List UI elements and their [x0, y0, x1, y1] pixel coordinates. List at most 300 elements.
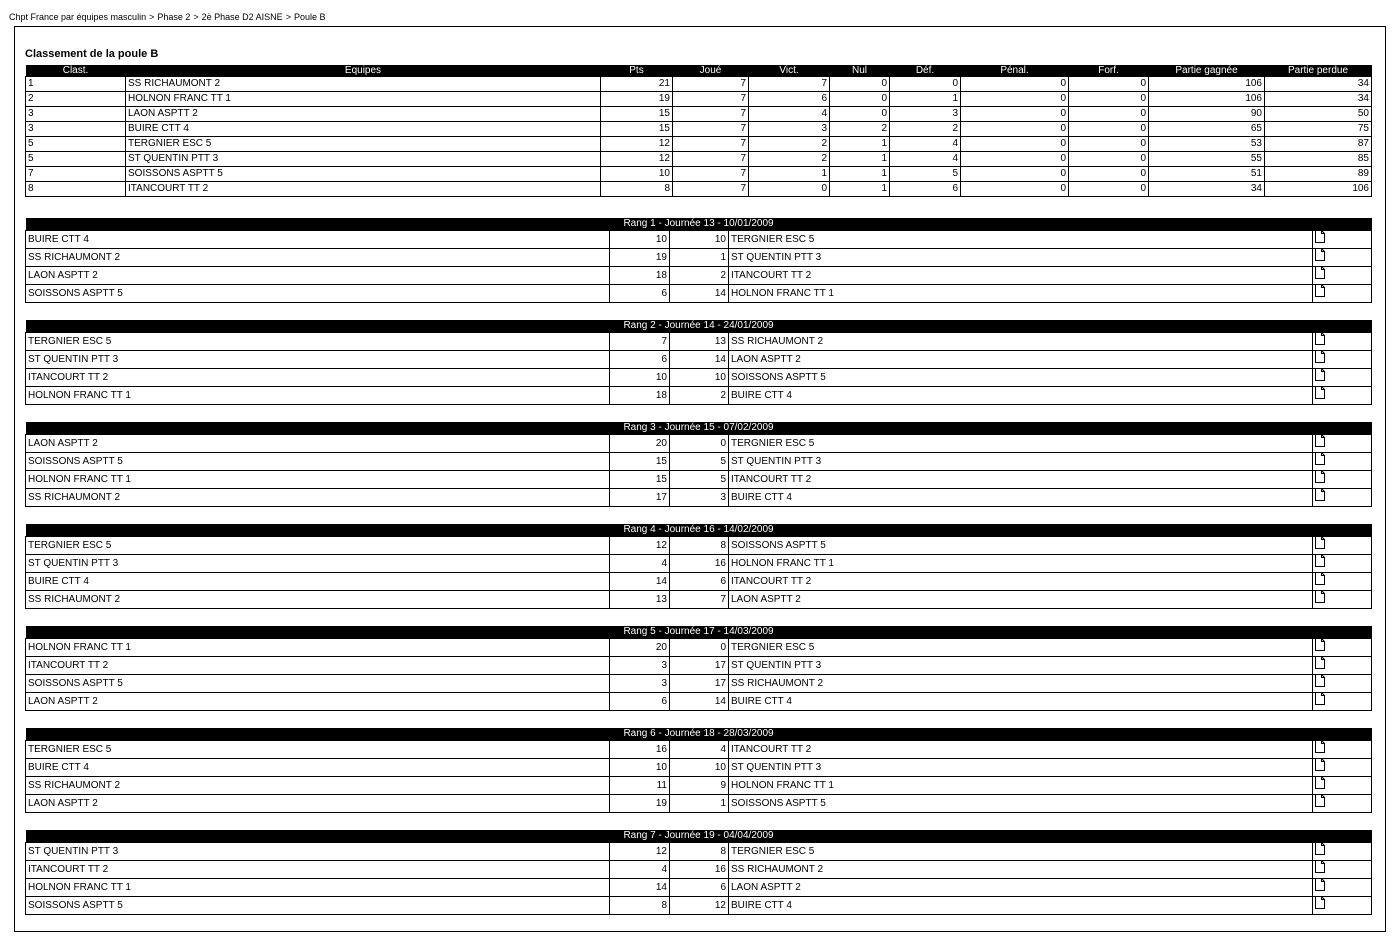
home-score-cell: 19	[610, 795, 670, 813]
rank-cell: 5	[26, 137, 126, 152]
round-table	[25, 830, 1372, 915]
stat-cell: 2	[749, 137, 830, 152]
home-team-cell: HOLNON FRANC TT 1	[26, 387, 610, 405]
standings-row	[26, 92, 1372, 107]
breadcrumb-separator: >	[193, 12, 199, 22]
document-icon[interactable]	[1315, 861, 1325, 879]
standings-row	[26, 152, 1372, 167]
away-score-cell: 8	[670, 843, 729, 861]
team-name-cell: LAON ASPTT 2	[126, 107, 601, 122]
document-icon[interactable]	[1315, 741, 1325, 759]
stat-cell: 2	[749, 152, 830, 167]
home-team-cell: SOISSONS ASPTT 5	[26, 453, 610, 471]
home-score-cell: 6	[610, 693, 670, 711]
team-name-cell: ITANCOURT TT 2	[126, 182, 601, 197]
match-sheet-cell	[1313, 591, 1372, 609]
stat-cell: 0	[1069, 152, 1149, 167]
match-sheet-cell	[1313, 741, 1372, 759]
home-team-cell: ST QUENTIN PTT 3	[26, 555, 610, 573]
home-team-cell: SS RICHAUMONT 2	[26, 249, 610, 267]
stat-cell: 0	[749, 182, 830, 197]
away-team-cell: ST QUENTIN PTT 3	[729, 759, 1313, 777]
away-team-cell: ITANCOURT TT 2	[729, 471, 1313, 489]
away-team-cell: SOISSONS ASPTT 5	[729, 537, 1313, 555]
away-score-cell: 13	[670, 333, 729, 351]
standings-header-cell: Partie gagnée	[1149, 65, 1265, 77]
away-team-cell: LAON ASPTT 2	[729, 591, 1313, 609]
home-team-cell: BUIRE CTT 4	[26, 759, 610, 777]
match-row	[26, 471, 1372, 489]
match-sheet-cell	[1313, 675, 1372, 693]
standings-header-cell: Nul	[830, 65, 890, 77]
home-score-cell: 18	[610, 267, 670, 285]
stat-cell: 0	[1069, 107, 1149, 122]
stat-cell: 8	[601, 182, 673, 197]
away-team-cell: SOISSONS ASPTT 5	[729, 369, 1313, 387]
stat-cell: 4	[749, 107, 830, 122]
match-row	[26, 657, 1372, 675]
away-team-cell: ST QUENTIN PTT 3	[729, 657, 1313, 675]
match-sheet-cell	[1313, 351, 1372, 369]
match-sheet-cell	[1313, 471, 1372, 489]
away-score-cell: 1	[670, 795, 729, 813]
home-team-cell: ITANCOURT TT 2	[26, 657, 610, 675]
away-team-cell: BUIRE CTT 4	[729, 897, 1313, 915]
home-team-cell: SOISSONS ASPTT 5	[26, 285, 610, 303]
home-team-cell: SOISSONS ASPTT 5	[26, 675, 610, 693]
rank-cell: 1	[26, 77, 126, 92]
stat-cell: 12	[601, 152, 673, 167]
stat-cell: 6	[749, 92, 830, 107]
away-team-cell: SS RICHAUMONT 2	[729, 333, 1313, 351]
document-icon[interactable]	[1315, 351, 1325, 369]
round-header: Rang 3 - Journée 15 - 07/02/2009	[26, 422, 1372, 435]
stat-cell: 4	[890, 137, 961, 152]
stat-cell: 106	[1265, 182, 1372, 197]
match-row	[26, 537, 1372, 555]
match-sheet-cell	[1313, 435, 1372, 453]
stat-cell: 55	[1149, 152, 1265, 167]
away-team-cell: BUIRE CTT 4	[729, 489, 1313, 507]
round-table	[25, 218, 1372, 303]
home-team-cell: LAON ASPTT 2	[26, 267, 610, 285]
stat-cell: 7	[673, 122, 749, 137]
match-row	[26, 861, 1372, 879]
match-row	[26, 675, 1372, 693]
away-team-cell: BUIRE CTT 4	[729, 387, 1313, 405]
stat-cell: 7	[673, 92, 749, 107]
match-row	[26, 693, 1372, 711]
home-score-cell: 10	[610, 231, 670, 249]
standings-header-cell: Clast.	[26, 65, 126, 77]
breadcrumb-link-phase[interactable]: Phase 2	[157, 12, 191, 22]
stat-cell: 0	[961, 107, 1069, 122]
match-row	[26, 489, 1372, 507]
home-score-cell: 10	[610, 369, 670, 387]
team-name-cell: HOLNON FRANC TT 1	[126, 92, 601, 107]
away-score-cell: 10	[670, 231, 729, 249]
home-score-cell: 15	[610, 471, 670, 489]
round-table	[25, 320, 1372, 405]
standings-header-cell: Equipes	[126, 65, 601, 77]
home-score-cell: 20	[610, 435, 670, 453]
match-row	[26, 249, 1372, 267]
stat-cell: 0	[1069, 137, 1149, 152]
stat-cell: 0	[961, 122, 1069, 137]
match-sheet-cell	[1313, 777, 1372, 795]
match-row	[26, 573, 1372, 591]
stat-cell: 53	[1149, 137, 1265, 152]
stat-cell: 7	[673, 107, 749, 122]
round-header: Rang 1 - Journée 13 - 10/01/2009	[26, 218, 1372, 231]
match-sheet-cell	[1313, 267, 1372, 285]
stat-cell: 7	[673, 152, 749, 167]
stat-cell: 1	[830, 137, 890, 152]
home-score-cell: 8	[610, 897, 670, 915]
document-icon[interactable]	[1315, 657, 1325, 675]
home-team-cell: TERGNIER ESC 5	[26, 741, 610, 759]
stat-cell: 51	[1149, 167, 1265, 182]
standings-header-cell: Forf.	[1069, 65, 1149, 77]
stat-cell: 21	[601, 77, 673, 92]
stat-cell: 7	[749, 77, 830, 92]
match-row	[26, 453, 1372, 471]
match-sheet-cell	[1313, 573, 1372, 591]
stat-cell: 0	[1069, 77, 1149, 92]
stat-cell: 65	[1149, 122, 1265, 137]
standings-header-cell: Vict.	[749, 65, 830, 77]
stat-cell: 0	[961, 77, 1069, 92]
round-table	[25, 422, 1372, 507]
standings-row	[26, 182, 1372, 197]
home-score-cell: 12	[610, 843, 670, 861]
match-row	[26, 369, 1372, 387]
home-team-cell: BUIRE CTT 4	[26, 573, 610, 591]
away-score-cell: 7	[670, 591, 729, 609]
away-score-cell: 3	[670, 489, 729, 507]
breadcrumb-separator: >	[149, 12, 155, 22]
document-icon[interactable]	[1315, 249, 1325, 267]
away-score-cell: 12	[670, 897, 729, 915]
match-row	[26, 759, 1372, 777]
match-row	[26, 435, 1372, 453]
match-sheet-cell	[1313, 489, 1372, 507]
page-title: Classement de la poule B	[25, 48, 159, 60]
home-team-cell: TERGNIER ESC 5	[26, 333, 610, 351]
standings-header-cell: Partie perdue	[1265, 65, 1372, 77]
away-score-cell: 5	[670, 453, 729, 471]
home-score-cell: 20	[610, 639, 670, 657]
rank-cell: 8	[26, 182, 126, 197]
stat-cell: 34	[1149, 182, 1265, 197]
home-team-cell: ST QUENTIN PTT 3	[26, 351, 610, 369]
standings-header-cell: Pts	[601, 65, 673, 77]
home-team-cell: LAON ASPTT 2	[26, 795, 610, 813]
away-score-cell: 0	[670, 639, 729, 657]
home-team-cell: ST QUENTIN PTT 3	[26, 843, 610, 861]
home-score-cell: 3	[610, 657, 670, 675]
breadcrumb-link-division[interactable]: 2è Phase D2 AISNE	[201, 12, 283, 22]
home-team-cell: HOLNON FRANC TT 1	[26, 471, 610, 489]
home-score-cell: 4	[610, 861, 670, 879]
stat-cell: 34	[1265, 77, 1372, 92]
stat-cell: 0	[961, 167, 1069, 182]
document-icon[interactable]	[1315, 843, 1325, 861]
stat-cell: 0	[1069, 92, 1149, 107]
away-score-cell: 16	[670, 555, 729, 573]
stat-cell: 0	[830, 92, 890, 107]
match-row	[26, 333, 1372, 351]
home-score-cell: 11	[610, 777, 670, 795]
away-score-cell: 8	[670, 537, 729, 555]
away-score-cell: 4	[670, 741, 729, 759]
match-row	[26, 351, 1372, 369]
away-team-cell: LAON ASPTT 2	[729, 879, 1313, 897]
document-icon[interactable]	[1315, 333, 1325, 351]
match-row	[26, 591, 1372, 609]
away-score-cell: 0	[670, 435, 729, 453]
round-header: Rang 6 - Journée 18 - 28/03/2009	[26, 728, 1372, 741]
stat-cell: 10	[601, 167, 673, 182]
match-sheet-cell	[1313, 759, 1372, 777]
standings-row	[26, 107, 1372, 122]
home-team-cell: HOLNON FRANC TT 1	[26, 639, 610, 657]
match-sheet-cell	[1313, 231, 1372, 249]
match-row	[26, 231, 1372, 249]
stat-cell: 1	[830, 182, 890, 197]
document-icon[interactable]	[1315, 387, 1325, 405]
document-icon[interactable]	[1315, 435, 1325, 453]
away-team-cell: ITANCOURT TT 2	[729, 573, 1313, 591]
document-icon[interactable]	[1315, 675, 1325, 693]
away-score-cell: 2	[670, 387, 729, 405]
home-team-cell: LAON ASPTT 2	[26, 693, 610, 711]
away-score-cell: 6	[670, 879, 729, 897]
stat-cell: 75	[1265, 122, 1372, 137]
home-score-cell: 17	[610, 489, 670, 507]
stat-cell: 0	[961, 182, 1069, 197]
document-icon[interactable]	[1315, 453, 1325, 471]
home-score-cell: 15	[610, 453, 670, 471]
stat-cell: 15	[601, 122, 673, 137]
match-sheet-cell	[1313, 879, 1372, 897]
stat-cell: 0	[830, 107, 890, 122]
stat-cell: 0	[830, 77, 890, 92]
match-row	[26, 555, 1372, 573]
match-sheet-cell	[1313, 657, 1372, 675]
away-score-cell: 5	[670, 471, 729, 489]
stat-cell: 0	[1069, 182, 1149, 197]
away-score-cell: 17	[670, 675, 729, 693]
stat-cell: 50	[1265, 107, 1372, 122]
match-sheet-cell	[1313, 537, 1372, 555]
away-score-cell: 6	[670, 573, 729, 591]
home-team-cell: SS RICHAUMONT 2	[26, 591, 610, 609]
rank-cell: 3	[26, 122, 126, 137]
stat-cell: 3	[749, 122, 830, 137]
away-score-cell: 14	[670, 285, 729, 303]
home-team-cell: TERGNIER ESC 5	[26, 537, 610, 555]
document-icon[interactable]	[1315, 573, 1325, 591]
home-team-cell: HOLNON FRANC TT 1	[26, 879, 610, 897]
stat-cell: 106	[1149, 77, 1265, 92]
match-row	[26, 795, 1372, 813]
home-score-cell: 16	[610, 741, 670, 759]
stat-cell: 0	[1069, 122, 1149, 137]
away-score-cell: 16	[670, 861, 729, 879]
match-row	[26, 387, 1372, 405]
stat-cell: 89	[1265, 167, 1372, 182]
away-score-cell: 9	[670, 777, 729, 795]
document-icon[interactable]	[1315, 693, 1325, 711]
team-name-cell: SS RICHAUMONT 2	[126, 77, 601, 92]
stat-cell: 90	[1149, 107, 1265, 122]
stat-cell: 106	[1149, 92, 1265, 107]
document-icon[interactable]	[1315, 777, 1325, 795]
stat-cell: 7	[673, 167, 749, 182]
round-table	[25, 626, 1372, 711]
away-team-cell: SS RICHAUMONT 2	[729, 861, 1313, 879]
away-team-cell: SOISSONS ASPTT 5	[729, 795, 1313, 813]
match-sheet-cell	[1313, 861, 1372, 879]
document-icon[interactable]	[1315, 285, 1325, 303]
round-table	[25, 728, 1372, 813]
standings-row	[26, 122, 1372, 137]
home-score-cell: 14	[610, 573, 670, 591]
rank-cell: 3	[26, 107, 126, 122]
document-icon[interactable]	[1315, 471, 1325, 489]
stat-cell: 12	[601, 137, 673, 152]
stat-cell: 6	[890, 182, 961, 197]
match-sheet-cell	[1313, 285, 1372, 303]
stat-cell: 0	[961, 92, 1069, 107]
match-sheet-cell	[1313, 693, 1372, 711]
document-icon[interactable]	[1315, 267, 1325, 285]
stat-cell: 15	[601, 107, 673, 122]
match-row	[26, 267, 1372, 285]
stat-cell: 87	[1265, 137, 1372, 152]
away-team-cell: ITANCOURT TT 2	[729, 741, 1313, 759]
away-team-cell: ST QUENTIN PTT 3	[729, 453, 1313, 471]
document-icon[interactable]	[1315, 795, 1325, 813]
standings-row	[26, 167, 1372, 182]
match-row	[26, 285, 1372, 303]
document-icon[interactable]	[1315, 759, 1325, 777]
rank-cell: 5	[26, 152, 126, 167]
home-team-cell: ITANCOURT TT 2	[26, 861, 610, 879]
stat-cell: 0	[1069, 167, 1149, 182]
standings-table	[25, 65, 1372, 197]
team-name-cell: BUIRE CTT 4	[126, 122, 601, 137]
away-team-cell: HOLNON FRANC TT 1	[729, 555, 1313, 573]
away-team-cell: HOLNON FRANC TT 1	[729, 777, 1313, 795]
document-icon[interactable]	[1315, 555, 1325, 573]
away-score-cell: 1	[670, 249, 729, 267]
stat-cell: 2	[830, 122, 890, 137]
home-score-cell: 19	[610, 249, 670, 267]
match-sheet-cell	[1313, 369, 1372, 387]
breadcrumb	[9, 11, 326, 23]
away-team-cell: BUIRE CTT 4	[729, 693, 1313, 711]
breadcrumb-separator: >	[285, 12, 291, 22]
stat-cell: 1	[830, 167, 890, 182]
away-team-cell: TERGNIER ESC 5	[729, 435, 1313, 453]
away-score-cell: 10	[670, 759, 729, 777]
match-row	[26, 897, 1372, 915]
breadcrumb-link-championship[interactable]: Chpt France par équipes masculin	[9, 12, 147, 22]
home-score-cell: 6	[610, 285, 670, 303]
home-score-cell: 6	[610, 351, 670, 369]
home-score-cell: 12	[610, 537, 670, 555]
rank-cell: 7	[26, 167, 126, 182]
stat-cell: 1	[830, 152, 890, 167]
match-row	[26, 843, 1372, 861]
document-icon[interactable]	[1315, 879, 1325, 897]
document-icon[interactable]	[1315, 537, 1325, 555]
stat-cell: 7	[673, 77, 749, 92]
stat-cell: 7	[673, 137, 749, 152]
away-score-cell: 2	[670, 267, 729, 285]
match-row	[26, 639, 1372, 657]
document-icon[interactable]	[1315, 639, 1325, 657]
team-name-cell: ST QUENTIN PTT 3	[126, 152, 601, 167]
stat-cell: 19	[601, 92, 673, 107]
stat-cell: 5	[890, 167, 961, 182]
stat-cell: 1	[749, 167, 830, 182]
away-team-cell: TERGNIER ESC 5	[729, 231, 1313, 249]
breadcrumb-current-pool: Poule B	[293, 12, 326, 22]
document-icon[interactable]	[1315, 897, 1325, 915]
match-sheet-cell	[1313, 555, 1372, 573]
document-icon[interactable]	[1315, 231, 1325, 249]
match-sheet-cell	[1313, 897, 1372, 915]
home-team-cell: LAON ASPTT 2	[26, 435, 610, 453]
home-team-cell: SS RICHAUMONT 2	[26, 777, 610, 795]
document-icon[interactable]	[1315, 591, 1325, 609]
match-sheet-cell	[1313, 249, 1372, 267]
stat-cell: 1	[890, 92, 961, 107]
stat-cell: 0	[890, 77, 961, 92]
match-sheet-cell	[1313, 843, 1372, 861]
stat-cell: 85	[1265, 152, 1372, 167]
standings-row	[26, 77, 1372, 92]
round-table	[25, 524, 1372, 609]
home-team-cell: ITANCOURT TT 2	[26, 369, 610, 387]
stat-cell: 2	[890, 122, 961, 137]
away-score-cell: 14	[670, 693, 729, 711]
away-score-cell: 14	[670, 351, 729, 369]
stat-cell: 0	[961, 137, 1069, 152]
match-row	[26, 741, 1372, 759]
away-team-cell: ST QUENTIN PTT 3	[729, 249, 1313, 267]
away-team-cell: SS RICHAUMONT 2	[729, 675, 1313, 693]
match-sheet-cell	[1313, 387, 1372, 405]
round-header: Rang 5 - Journée 17 - 14/03/2009	[26, 626, 1372, 639]
stat-cell: 0	[961, 152, 1069, 167]
document-icon[interactable]	[1315, 369, 1325, 387]
home-score-cell: 18	[610, 387, 670, 405]
standings-row	[26, 137, 1372, 152]
match-sheet-cell	[1313, 795, 1372, 813]
document-icon[interactable]	[1315, 489, 1325, 507]
match-sheet-cell	[1313, 453, 1372, 471]
away-team-cell: TERGNIER ESC 5	[729, 639, 1313, 657]
home-score-cell: 14	[610, 879, 670, 897]
match-row	[26, 879, 1372, 897]
round-header: Rang 2 - Journée 14 - 24/01/2009	[26, 320, 1372, 333]
away-team-cell: LAON ASPTT 2	[729, 351, 1313, 369]
away-team-cell: ITANCOURT TT 2	[729, 267, 1313, 285]
